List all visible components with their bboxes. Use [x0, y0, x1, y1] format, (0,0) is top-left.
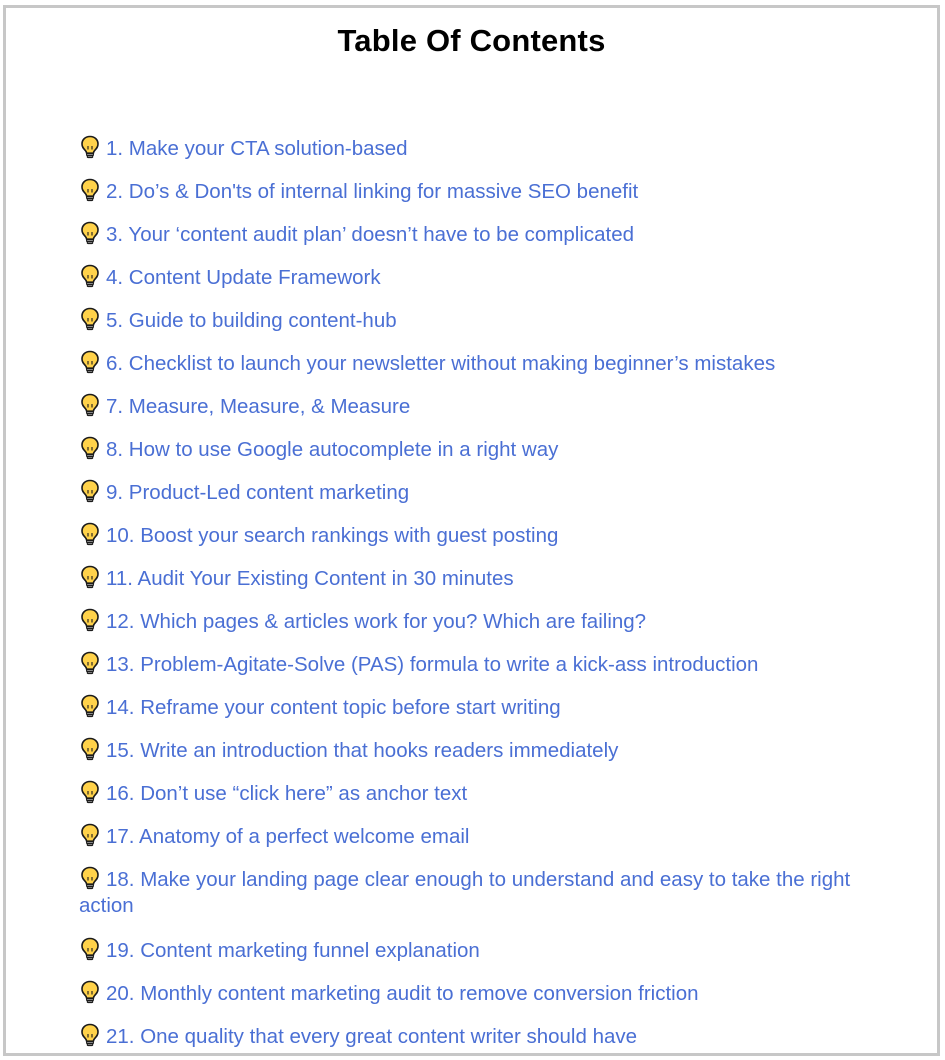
toc-link[interactable]: [79, 213, 869, 256]
light-bulb-icon: [79, 937, 101, 961]
list-item: [79, 557, 869, 600]
light-bulb-icon: [79, 436, 101, 460]
toc-link-label: 19. Content marketing funnel explanation: [106, 939, 480, 962]
toc-link[interactable]: [79, 729, 869, 772]
toc-link[interactable]: [79, 815, 869, 858]
toc-link-label: 4. Content Update Framework: [106, 266, 381, 289]
toc-link-label: 10. Boost your search rankings with guest posting: [106, 524, 559, 547]
list-item: [79, 600, 869, 643]
list-item: [79, 514, 869, 557]
light-bulb-icon: [79, 866, 101, 890]
toc-list: [79, 127, 869, 1058]
toc-link-label: 14. Reframe your content topic before start writing: [106, 696, 561, 719]
toc-link-label: 7. Measure, Measure, & Measure: [106, 395, 411, 418]
light-bulb-icon: [79, 1023, 101, 1047]
page-title: Table Of Contents: [337, 23, 606, 58]
toc-link[interactable]: [79, 600, 869, 643]
light-bulb-icon: [79, 565, 101, 589]
list-item: [79, 127, 869, 170]
light-bulb-icon: [79, 694, 101, 718]
toc-link[interactable]: [79, 772, 869, 815]
list-item: [79, 342, 869, 385]
light-bulb-icon: [79, 737, 101, 761]
toc-link-label: 13. Problem-Agitate-Solve (PAS) formula to write a kick-ass introduction: [106, 653, 759, 676]
table-of-contents-box: [3, 5, 940, 1056]
toc-link-label: 15. Write an introduction that hooks readers immediately: [106, 739, 619, 762]
toc-link[interactable]: [79, 514, 869, 557]
light-bulb-icon: [79, 350, 101, 374]
list-item: [79, 972, 869, 1015]
light-bulb-icon: [79, 479, 101, 503]
toc-link[interactable]: [79, 299, 869, 342]
toc-link[interactable]: [79, 557, 869, 600]
light-bulb-icon: [79, 980, 101, 1004]
list-item: [79, 170, 869, 213]
list-item: [79, 929, 869, 972]
toc-link[interactable]: [79, 858, 869, 929]
list-item: [79, 385, 869, 428]
light-bulb-icon: [79, 823, 101, 847]
toc-link-label: 17. Anatomy of a perfect welcome email: [106, 825, 470, 848]
light-bulb-icon: [79, 393, 101, 417]
light-bulb-icon: [79, 651, 101, 675]
toc-link-label: 5. Guide to building content-hub: [106, 309, 397, 332]
toc-link[interactable]: [79, 127, 869, 170]
light-bulb-icon: [79, 307, 101, 331]
toc-link-label: 8. How to use Google autocomplete in a right way: [106, 438, 559, 461]
light-bulb-icon: [79, 608, 101, 632]
toc-link-label: 9. Product-Led content marketing: [106, 481, 410, 504]
list-item: [79, 772, 869, 815]
toc-link[interactable]: [79, 428, 869, 471]
toc-link[interactable]: [79, 256, 869, 299]
light-bulb-icon: [79, 178, 101, 202]
toc-link[interactable]: [79, 471, 869, 514]
toc-link-label: 16. Don’t use “click here” as anchor text: [106, 782, 468, 805]
toc-link-label: 2. Do’s & Don'ts of internal linking for massive SEO benefit: [106, 180, 639, 203]
list-item: [79, 815, 869, 858]
toc-link-label: 1. Make your CTA solution-based: [106, 137, 408, 160]
toc-link[interactable]: [79, 972, 869, 1015]
toc-link-label: 11. Audit Your Existing Content in 30 minutes: [106, 567, 514, 590]
toc-link[interactable]: [79, 929, 869, 972]
toc-link[interactable]: [79, 385, 869, 428]
toc-link[interactable]: [79, 643, 869, 686]
toc-link-label: 20. Monthly content marketing audit to remove conversion friction: [106, 982, 699, 1005]
list-item: [79, 213, 869, 256]
light-bulb-icon: [79, 264, 101, 288]
toc-link[interactable]: [79, 1015, 869, 1058]
list-item: [79, 643, 869, 686]
toc-link-label: 3. Your ‘content audit plan’ doesn’t have to be complicated: [106, 223, 635, 246]
light-bulb-icon: [79, 780, 101, 804]
light-bulb-icon: [79, 221, 101, 245]
toc-link-label: 18. Make your landing page clear enough to understand and easy to take the right action: [79, 868, 851, 917]
toc-link[interactable]: [79, 686, 869, 729]
list-item: [79, 686, 869, 729]
toc-link[interactable]: [79, 342, 869, 385]
list-item: [79, 729, 869, 772]
light-bulb-icon: [79, 522, 101, 546]
list-item: [79, 256, 869, 299]
list-item: [79, 299, 869, 342]
toc-link-label: 12. Which pages & articles work for you? Which are failing?: [106, 610, 647, 633]
list-item: [79, 858, 869, 929]
list-item: [79, 1015, 869, 1058]
list-item: [79, 471, 869, 514]
toc-link-label: 6. Checklist to launch your newsletter without making beginner’s mistakes: [106, 352, 776, 375]
list-item: [79, 428, 869, 471]
light-bulb-icon: [79, 135, 101, 159]
toc-link-label: 21. One quality that every great content writer should have: [106, 1025, 638, 1048]
toc-link[interactable]: [79, 170, 869, 213]
